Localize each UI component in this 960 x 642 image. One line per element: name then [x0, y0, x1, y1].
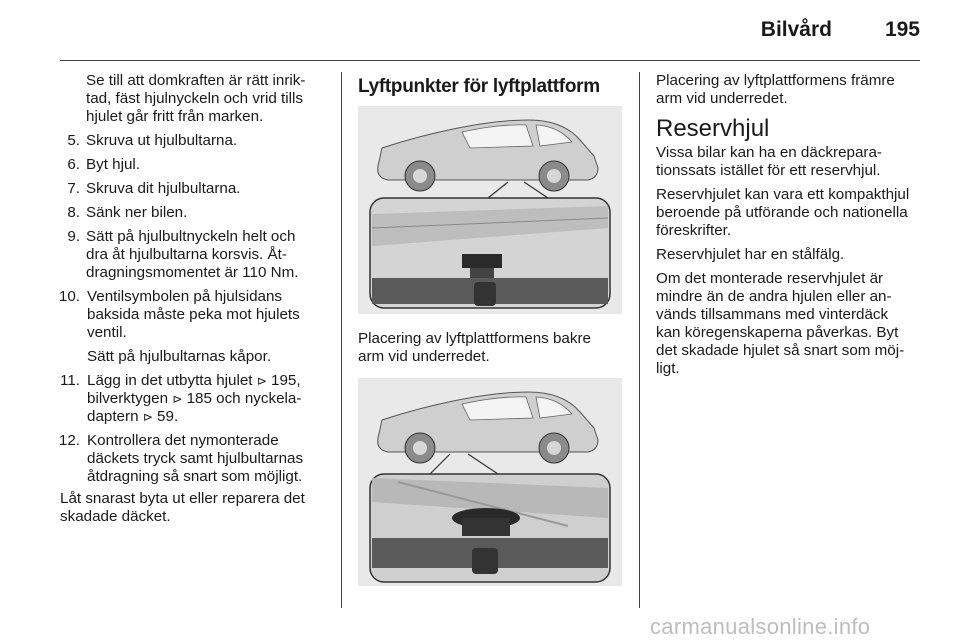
step-10-note: Sätt på hjulbultarnas kåpor. [87, 348, 272, 365]
step-6: 6. Byt hjul. [67, 156, 141, 173]
car-lift-illustration-rear [358, 106, 622, 314]
page-ref-arrow-icon[interactable]: ⊳ [256, 374, 267, 388]
page-ref-arrow-icon[interactable]: ⊳ [172, 392, 183, 406]
column-3 [656, 72, 922, 384]
page-ref-link[interactable]: 185 och nyckela- [186, 390, 302, 407]
spare-wheel-paragraph-1: Vissa bilar kan ha en däckrepara- tionssats istället för ett reservhjul. [656, 144, 882, 179]
section-heading-lift-points: Lyftpunkter för lyftplattform [358, 76, 600, 97]
spare-wheel-paragraph-4: Om det monterade reservhjulet är mindre än de andra hjulen eller an- vänds tillsammans med vinterdäck kan köregenskaperna påverkas. Byt det skadade hjulet så snart som möj- ligt. [656, 270, 905, 377]
column-divider-right [639, 72, 640, 608]
page-number: 195 [884, 18, 920, 41]
step-7: 7. Skruva dit hjulbultarna. [67, 180, 241, 197]
step-11: 11. Lägg in det utbytta hjulet ⊳ 195, bilverktygen ⊳ 185 och nyckela- daptern ⊳ 59. [60, 372, 302, 425]
figure-rear-lift-point [358, 106, 622, 314]
section-heading-spare-wheel: Reservhjul [656, 115, 770, 142]
step-5: 5. Skruva ut hjulbultarna. [67, 132, 238, 149]
figure-front-lift-point [358, 378, 622, 586]
watermark: carmanualsonline.info [650, 614, 871, 639]
figure-caption-rear: Placering av lyftplattformens bakre arm vid underredet. [358, 330, 591, 365]
step-8: 8. Sänk ner bilen. [67, 204, 188, 221]
page-ref-link[interactable]: 59. [157, 408, 179, 425]
column-2 [358, 72, 622, 586]
column-divider-left [341, 72, 342, 608]
page-ref-link[interactable]: 195, [271, 372, 301, 389]
spare-wheel-paragraph-2: Reservhjulet kan vara ett kompakthjul beroende på utförande och nationella föreskrifter. [656, 186, 910, 239]
column-1 [60, 72, 328, 532]
step-9: 9. Sätt på hjulbultnyckeln helt och dra åt hjulbultarna korsvis. Åt- dragningsmomentet är 110 Nm. [67, 228, 299, 281]
header-rule [60, 60, 920, 61]
step-12: 12. Kontrollera det nymonterade däckets tryck samt hjulbultarnas åtdragning så snart som möjligt. [58, 432, 304, 485]
step-10: 10. Ventilsymbolen på hjulsidans baksida måste peka mot hjulets ventil. [58, 288, 300, 341]
car-lift-illustration-front [358, 378, 622, 586]
spare-wheel-paragraph-3: Reservhjulet har en stålfälg. [656, 246, 845, 263]
closing-paragraph: Låt snarast byta ut eller reparera det skadade däcket. [60, 490, 305, 525]
page-ref-arrow-icon[interactable]: ⊳ [142, 410, 153, 424]
chapter-title: Bilvård [760, 18, 832, 41]
figure-caption-front: Placering av lyftplattformens främre arm vid underredet. [656, 72, 895, 107]
intro-paragraph: Se till att domkraften är rätt inrik- tad, fäst hjulnyckeln och vrid tills hjulet går fritt från marken. [86, 72, 306, 125]
